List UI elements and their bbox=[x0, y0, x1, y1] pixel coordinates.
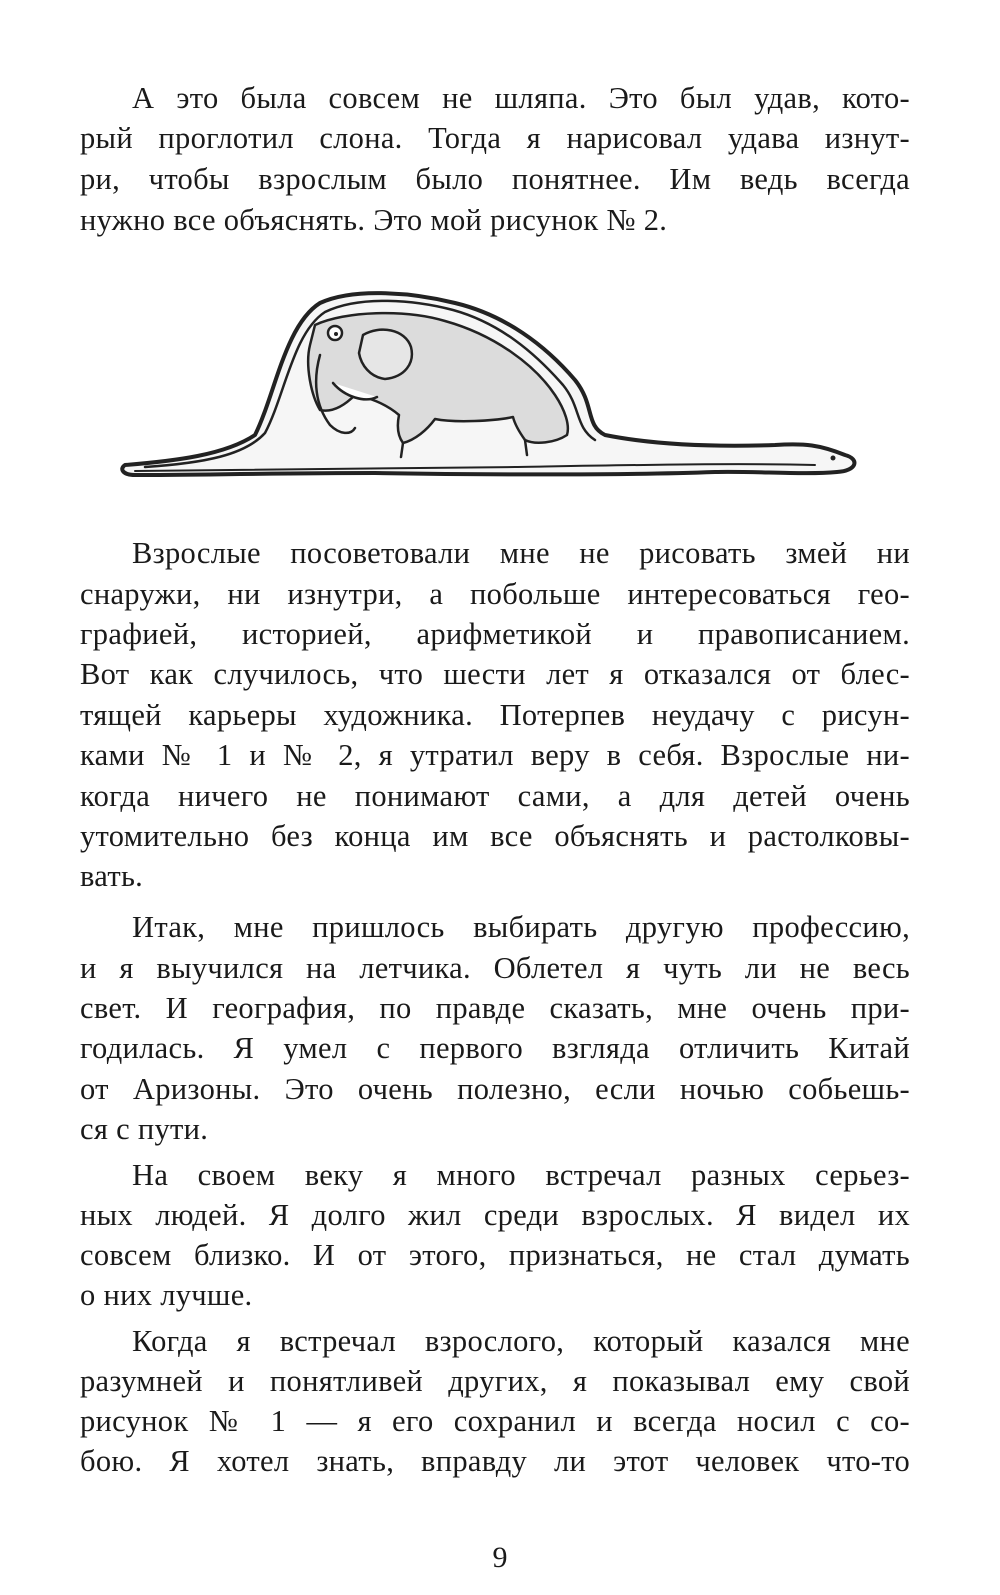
text-line: снаружи, ни изнутри, а побольше интересоваться гео- bbox=[80, 577, 910, 611]
text-line: Итак, мне пришлось выбирать другую профессию, bbox=[132, 910, 910, 944]
text-line: На своем веку я много встречал разных серьез- bbox=[132, 1158, 910, 1192]
boa-elephant-illustration bbox=[115, 285, 875, 495]
text-line: от Аризоны. Это очень полезно, если ночью собьешь- bbox=[80, 1072, 910, 1106]
text-line: А это была совсем не шляпа. Это был удав, кото- bbox=[132, 81, 910, 115]
text-line: Вот как случилось, что шести лет я отказался от блес- bbox=[80, 657, 910, 691]
snake-eye bbox=[831, 456, 836, 461]
text-line: вать. bbox=[80, 859, 144, 893]
text-line: ками № 1 и № 2, я утратил веру в себя. Взрослые ни- bbox=[80, 738, 910, 772]
text-line: Когда я встречал взрослого, который казался мне bbox=[132, 1324, 910, 1358]
text-line: ся с пути. bbox=[80, 1112, 209, 1146]
text-line: рисунок № 1 — я его сохранил и всегда носил с со- bbox=[80, 1404, 910, 1438]
text-line: когда ничего не понимают сами, а для детей очень bbox=[80, 779, 910, 813]
text-line: тящей карьеры художника. Потерпев неудачу с рисун- bbox=[80, 698, 910, 732]
text-line: и я выучился на летчика. Облетел я чуть ли не весь bbox=[80, 951, 910, 985]
text-line: рый проглотил слона. Тогда я нарисовал удава изнут- bbox=[80, 121, 910, 155]
text-line: свет. И география, по правде сказать, мне очень при- bbox=[80, 991, 910, 1025]
text-line: утомительно без конца им все объяснять и растолковы- bbox=[80, 819, 910, 853]
text-line: Взрослые посоветовали мне не рисовать змей ни bbox=[132, 536, 910, 570]
text-line: ри, чтобы взрослым было понятнее. Им ведь всегда bbox=[80, 162, 910, 196]
page-number: 9 bbox=[492, 1541, 508, 1574]
text-line: годилась. Я умел с первого взгляда отличить Китай bbox=[80, 1031, 910, 1065]
text-line: разумней и понятливей других, я показывал ему свой bbox=[80, 1364, 910, 1398]
text-line: нужно все объяснять. Это мой рисунок № 2. bbox=[80, 203, 668, 237]
text-line: графией, историей, арифметикой и правописанием. bbox=[80, 617, 910, 651]
text-line: о них лучше. bbox=[80, 1278, 253, 1312]
text-line: ных людей. Я долго жил среди взрослых. Я видел их bbox=[80, 1198, 910, 1232]
text-line: бою. Я хотел знать, вправду ли этот человек что-то bbox=[80, 1444, 910, 1478]
text-line: совсем близко. И от этого, признаться, не стал думать bbox=[80, 1238, 910, 1272]
